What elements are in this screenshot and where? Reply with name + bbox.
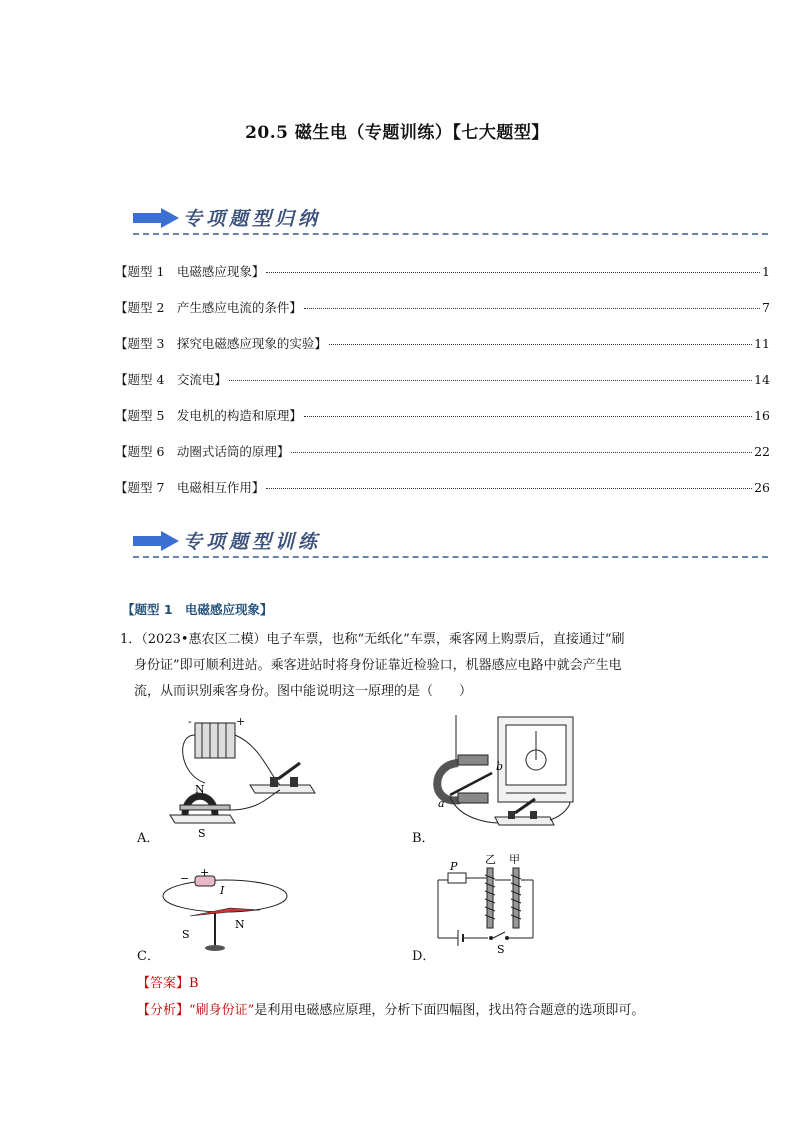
answer-text: 【答案】B xyxy=(137,976,199,991)
arrow-right-icon xyxy=(133,531,179,551)
minus-sign: − xyxy=(180,872,190,885)
section-banner-training xyxy=(133,523,773,563)
banner-title: 专项题型训练 xyxy=(183,531,322,553)
minus-sign: - xyxy=(188,715,192,728)
question-text: 1．（2023•惠农区二模）电子车票，也称“无纸化”车票，乘客网上购票后，直接通过“刷 身份证”即可顺利进站。乘客进站时将身份证靠近检验口，机器感应电路中就会产生电 流，从而识别乘客身份。图中能说明这一原理的是（ ） xyxy=(120,632,625,699)
toc-item[interactable]: 【题型 3 探究电磁感应现象的实验】 11 xyxy=(115,336,770,351)
slider-p-label: P xyxy=(450,860,458,873)
page-title: 20.5 磁生电（专题训练）【七大题型】 xyxy=(245,123,549,143)
analysis-text: 【分析】“刷身份证”是利用电磁感应原理，分析下面四幅图，找出符合题意的选项即可。 xyxy=(137,1003,645,1018)
figure-b xyxy=(430,715,590,835)
current-i-label: I xyxy=(220,884,225,897)
option-b-label[interactable]: B． xyxy=(412,831,435,846)
toc-item[interactable]: 【题型 5 发电机的构造和原理】 16 xyxy=(115,408,770,423)
section-heading: 【题型 1 电磁感应现象】 xyxy=(122,602,273,617)
switch-s-label: S xyxy=(497,943,505,955)
needle-n-label: N xyxy=(235,918,245,931)
divider xyxy=(133,233,768,235)
toc-item[interactable]: 【题型 1 电磁感应现象】 1 xyxy=(115,264,770,279)
divider xyxy=(133,556,768,558)
magnet-s-label: S xyxy=(198,827,206,840)
toc-item[interactable]: 【题型 2 产生感应电流的条件】 7 xyxy=(115,300,770,315)
point-b-label: b xyxy=(496,760,504,773)
option-d-label[interactable]: D． xyxy=(412,949,436,964)
section-banner-summary xyxy=(133,200,773,240)
figure-a xyxy=(150,715,320,840)
toc-item[interactable]: 【题型 6 动圈式话筒的原理】 22 xyxy=(115,444,770,459)
toc-item[interactable]: 【题型 7 电磁相互作用】 26 xyxy=(115,480,770,495)
banner-title: 专项题型归纳 xyxy=(183,208,322,230)
toc-item[interactable]: 【题型 4 交流电】 14 xyxy=(115,372,770,387)
needle-s-label: S xyxy=(182,928,190,941)
figure-c xyxy=(160,868,300,953)
magnet-n-label: N xyxy=(195,783,205,796)
magnet-jia-label: 甲 xyxy=(509,853,520,866)
plus-sign: + xyxy=(236,715,246,728)
point-a-label: a xyxy=(438,797,445,810)
magnet-yi-label: 乙 xyxy=(485,853,496,866)
option-a-label[interactable]: A． xyxy=(137,831,160,846)
plus-sign: + xyxy=(200,868,210,879)
arrow-right-icon xyxy=(133,208,179,228)
figure-d xyxy=(433,850,543,955)
option-c-label[interactable]: C． xyxy=(137,949,160,964)
